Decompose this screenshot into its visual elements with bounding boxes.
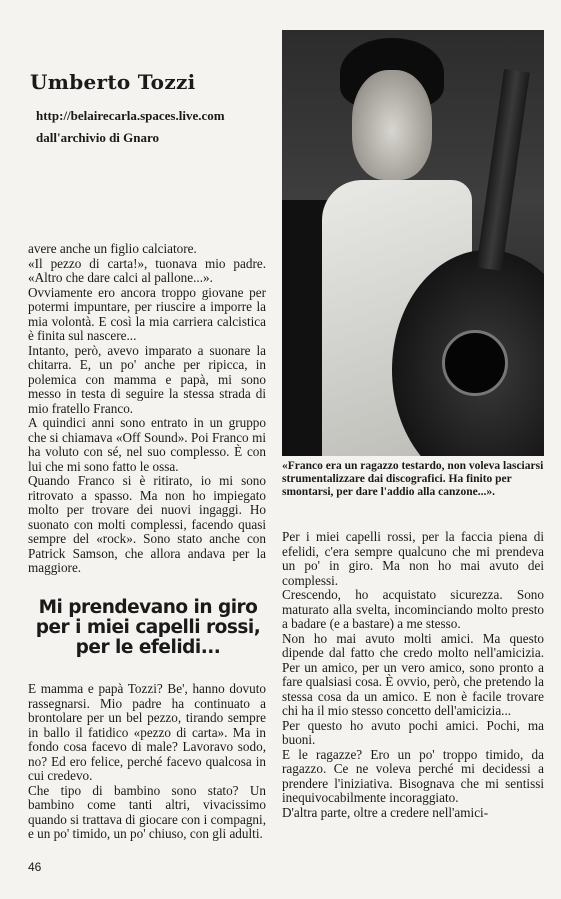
photo-caption: «Franco era un ragazzo testardo, non voleva lasciarsi strumentalizzare dai discografici. Ha finito per smontarsi, per dare l'addio alla canzone...». [282,460,544,498]
paragraph: «Il pezzo di carta!», tuonava mio padre. «Altro che dare calci al pallone...». [28,255,266,285]
archive-credit: dall'archivio di Gnaro [36,130,160,145]
paragraph: Per i miei capelli rossi, per la faccia piena di efelidi, c'era sempre qualcuno che mi prendeva un po' in giro. Ma non ho mai avuto dei complessi. [282,529,544,588]
portrait-photo [282,30,544,456]
paragraph: Che tipo di bambino sono stato? Un bambino come tanti altri, vivacissimo quando si trattava di giocare con i compagni, e un po' timido, un po' chiuso, con gli adulti. [28,782,266,841]
paragraph: E le ragazze? Ero un po' troppo timido, da ragazzo. Ce ne voleva perché mi decidessi a prendere l'iniziativa. Bisognava che mi sentissi inequivocabilmente incoraggiato. [282,746,544,805]
article-title: Umberto Tozzi [30,70,196,94]
paragraph: Non ho mai avuto molti amici. Ma questo dipende dal fatto che credo molto nell'amicizia. Per un amico, per un vero amico, sono pronto a fare qualsiasi cosa. È ovvio, però, che pretendo la stessa cosa da un amico. E non è facile trovare chi ha il mio stesso concetto dell'amicizia... [282,630,544,718]
source-url: http://belairecarla.spaces.live.com [36,108,225,123]
text-column-right [282,530,544,820]
paragraph: A quindici anni sono entrato in un gruppo che si chiamava «Off Sound». Poi Franco mi ha voluto con sé, nel suo complesso. È con lui che mi sono fatto le ossa. [28,415,266,474]
text-column-left [28,242,266,576]
paragraph: D'altra parte, oltre a credere nell'amici- [282,804,489,820]
paragraph: Intanto, però, avevo imparato a suonare la chitarra. E, un po' anche per ripicca, in polemica con mamma e papà, mi sono messo in testa di seguire la stessa strada di mio fratello Franco. [28,342,266,416]
paragraph: E mamma e papà Tozzi? Be', hanno dovuto rassegnarsi. Mio padre ha continuato a brontolare per un bel pezzo, tirando sempre in ballo il fatidico «pezzo di carta». Ma in fondo cosa facevo di male? Lavoravo sodo, no? Ed ero felice, perché facevo qualcosa in cui credevo. [28,681,266,783]
paragraph: Ovviamente ero ancora troppo giovane per potermi impuntare, per riuscire a imporre la mia volontà. E così la mia carriera calcistica è finita sul nascere... [28,284,266,343]
page-number: 46 [28,860,42,874]
paragraph: Crescendo, ho acquistato sicurezza. Sono maturato alla svelta, incominciando molto presto a badare (e a bastare) a me stesso. [282,587,544,631]
paragraph: avere anche un figlio calciatore. [28,241,197,256]
section-headline: Mi prendevano in giro per i miei capelli rossi, per le efelidi... [35,597,261,658]
text-column-left-lower [28,682,266,842]
paragraph: Per questo ho avuto pochi amici. Pochi, ma buoni. [282,717,544,747]
paragraph: Quando Franco si è ritirato, io mi sono ritrovato a spasso. Ma non ho impiegato molto per trovare dei nuovi ingaggi. Ho suonato con molti complessi, facendo quasi sempre del «rock». Sono stato anche con Patrick Samson, che allora andava per la maggiore. [28,473,266,575]
